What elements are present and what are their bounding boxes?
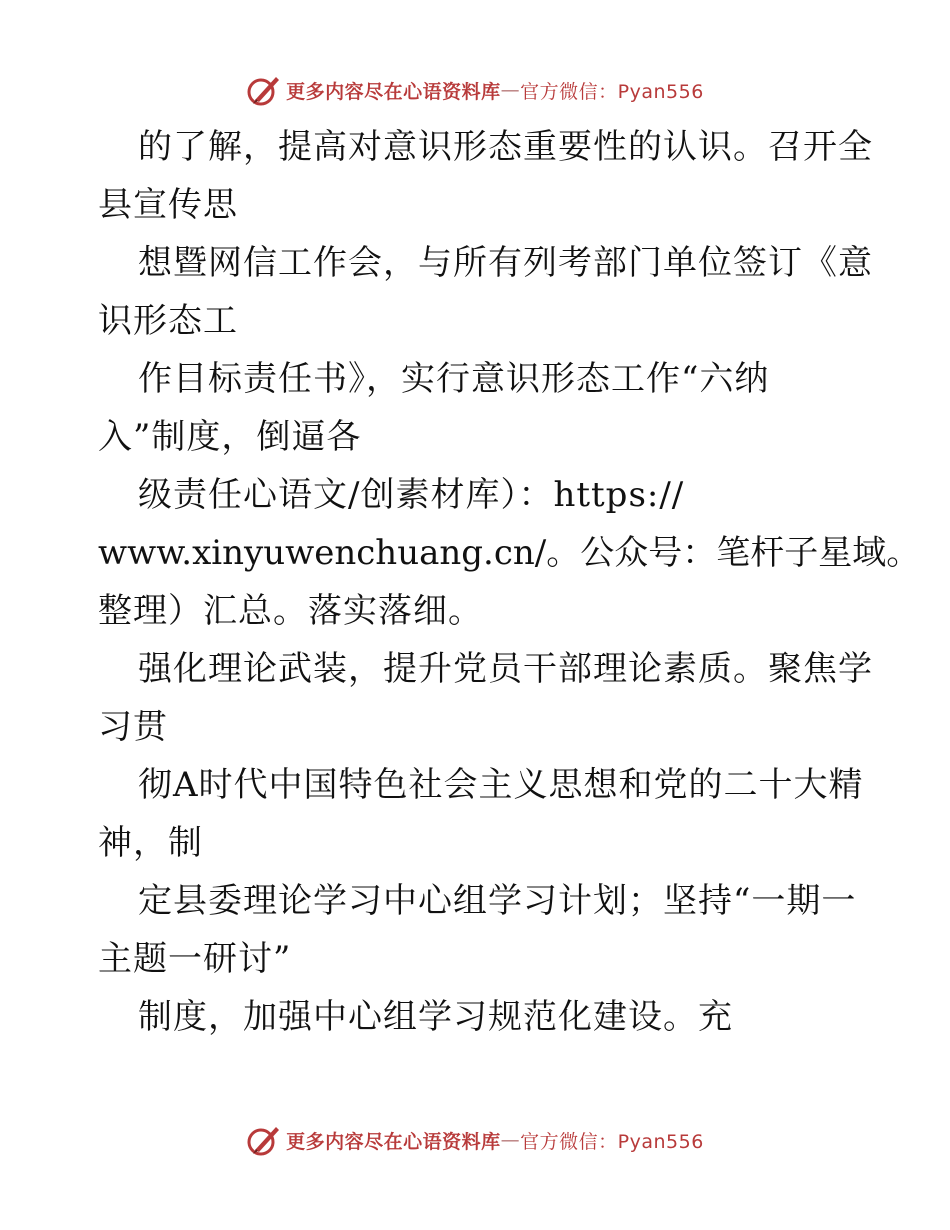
body-line: 入”制度，倒逼各 xyxy=(98,417,362,457)
body-line: 的了解，提高对意识形态重要性的认识。召开全 xyxy=(138,127,873,167)
body-line: 级责任心语文/创素材库）：https:// xyxy=(138,475,685,515)
header-watermark xyxy=(0,70,950,110)
watermark-main-text: 更多内容尽在心语资料库 xyxy=(286,80,501,103)
footer-watermark xyxy=(0,1120,950,1160)
body-line: 识形态工 xyxy=(98,301,238,341)
body-line: 神，制 xyxy=(98,823,203,863)
body-line: 习贯 xyxy=(98,707,168,747)
body-line: 整理）汇总。落实落细。 xyxy=(98,591,483,631)
watermark-separator: — xyxy=(500,1129,521,1151)
watermark-contact: 官方微信：Pyan556 xyxy=(520,80,704,103)
watermark-separator: — xyxy=(500,79,521,101)
body-line: 制度，加强中心组学习规范化建设。充 xyxy=(138,997,733,1037)
body-line: 定县委理论学习中心组学习计划；坚持“一期一 xyxy=(138,881,857,921)
body-line: 强化理论武装，提升党员干部理论素质。聚焦学 xyxy=(138,649,873,689)
watermark-contact: 官方微信：Pyan556 xyxy=(520,1130,704,1153)
body-line: www.xinyuwenchuang.cn/。公众号：笔杆子星域。 xyxy=(98,533,921,573)
quill-pen-logo-icon xyxy=(246,1123,282,1157)
body-line: 县宣传思 xyxy=(98,185,238,225)
body-line: 作目标责任书》，实行意识形态工作“六纳 xyxy=(138,359,770,399)
body-line: 想暨网信工作会，与所有列考部门单位签订《意 xyxy=(138,243,873,283)
watermark-main-text: 更多内容尽在心语资料库 xyxy=(286,1130,501,1153)
document-body xyxy=(98,118,921,1046)
quill-pen-logo-icon xyxy=(246,73,282,107)
body-line: 彻A时代中国特色社会主义思想和党的二十大精 xyxy=(138,765,864,805)
body-line: 主题一研讨” xyxy=(98,939,292,979)
